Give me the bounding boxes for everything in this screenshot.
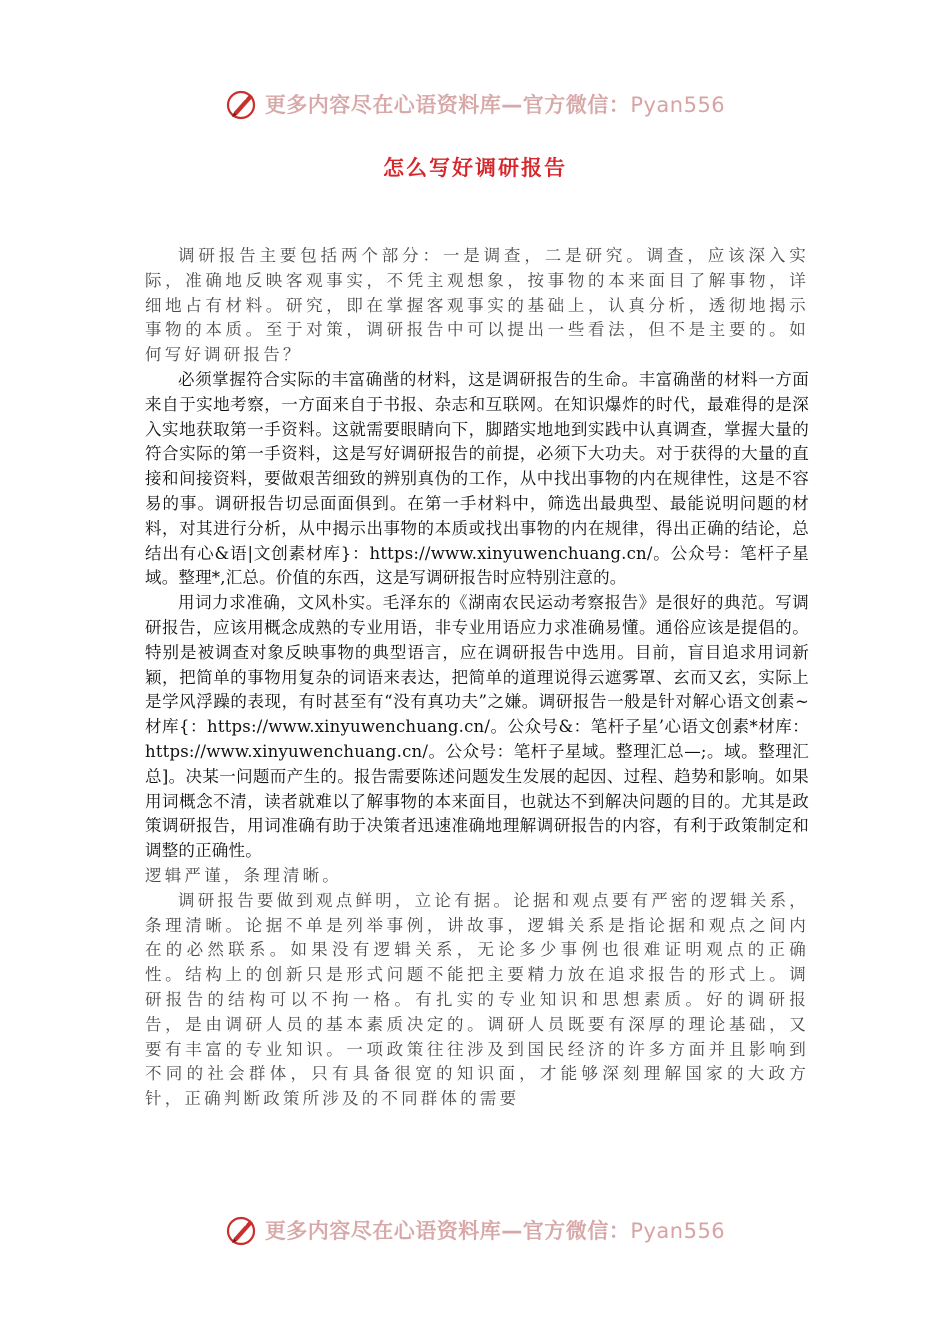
document-title: 怎么写好调研报告 <box>383 155 567 180</box>
footer-banner-handle: Pyan556 <box>630 1219 726 1243</box>
paragraph-wording: 用词力求准确，文风朴实。毛泽东的《湖南农民运动考察报告》是很好的典范。写调研报告，应该用概念成熟的专业用语，非专业用语应力求准确易懂。通俗应该是提倡的。特别是被调查对象反映事物的典型语言，应在调研报告中选用。目前，盲目追求用词新颖，把简单的事物用复杂的词语来表达，把简单的道理说得云遮雾罩、玄而又玄，实际上是学风浮躁的表现，有时甚至有“没有真功夫”之嫌。调研报告一般是针对解心语文创素~材库{：https://www.xinyuwenchuang.cn/。公众号&：笔杆子星’心语文创素*材库：https://www.xinyuwenchuang.cn/。公众号：笔杆子星域。整理汇总—;。域。整理汇总]。决某一问题而产生的。报告需要陈述问题发生发展的起因、过程、趋势和影响。如果用词概念不清，读者就难以了解事物的本来面目，也就达不到解决问题的目的。尤其是政策调研报告，用词准确有助于决策者迅速准确地理解调研报告的内容，有利于政策制定和调整的正确性。 <box>145 593 809 861</box>
footer-banner <box>0 1210 950 1250</box>
header-banner-handle: Pyan556 <box>630 93 726 117</box>
paragraph-intro: 调研报告主要包括两个部分：一是调查，二是研究。调查，应该深入实际，准确地反映客观事实，不凭主观想象，按事物的本来面目了解事物，详细地占有材料。研究，即在掌握客观事实的基础上，认真分析，透彻地揭示事物的本质。至于对策，调研报告中可以提出一些看法，但不是主要的。如何写好调研报告？ <box>145 246 809 365</box>
pen-on-circle-logo-icon <box>225 87 259 121</box>
document-body <box>145 244 809 1112</box>
footer-banner-text: 更多内容尽在心语资料库—官方微信：Pyan556 <box>264 1219 726 1243</box>
paragraph-logic: 调研报告要做到观点鲜明，立论有据。论据和观点要有严密的逻辑关系，条理清晰。论据不单是列举事例，讲故事，逻辑关系是指论据和观点之间内在的必然联系。如果没有逻辑关系，无论多少事例也很难证明观点的正确性。结构上的创新只是形式问题不能把主要精力放在追求报告的形式上。调研报告的结构可以不拘一格。有扎实的专业知识和思想素质。好的调研报告，是由调研人员的基本素质决定的。调研人员既要有深厚的理论基础，又要有丰富的专业知识。一项政策往往涉及到国民经济的许多方面并且影响到不同的社会群体，只有具备很宽的知识面，才能够深刻理解国家的大政方针，正确判断政策所涉及的不同群体的需要 <box>145 890 809 1109</box>
paragraph-logic-heading: 逻辑严谨，条理清晰。 <box>145 865 342 885</box>
header-banner <box>0 84 950 124</box>
paragraph-materials: 必须掌握符合实际的丰富确凿的材料，这是调研报告的生命。丰富确凿的材料一方面来自于实地考察，一方面来自于书报、杂志和互联网。在知识爆炸的时代，最难得的是深入实地获取第一手资料。这就需要眼睛向下，脚踏实地地到实践中认真调查，掌握大量的符合实际的第一手资料，这是写好调研报告的前提，必须下大功夫。对于获得的大量的直接和间接资料，要做艰苦细致的辨别真伪的工作，从中找出事物的内在规律性，这是不容易的事。调研报告切忌面面俱到。在第一手材料中，筛选出最典型、最能说明问题的材料，对其进行分析，从中揭示出事物的本质或找出事物的内在规律，得出正确的结论，总结出有心&语|文创素材库}：https://www.xinyuwenchuang.cn/。公众号：笔杆子星域。整理*,汇总。价值的东西，这是写调研报告时应特别注意的。 <box>145 369 809 588</box>
header-banner-text: 更多内容尽在心语资料库—官方微信：Pyan556 <box>264 93 726 117</box>
pen-on-circle-logo-icon <box>225 1213 259 1247</box>
